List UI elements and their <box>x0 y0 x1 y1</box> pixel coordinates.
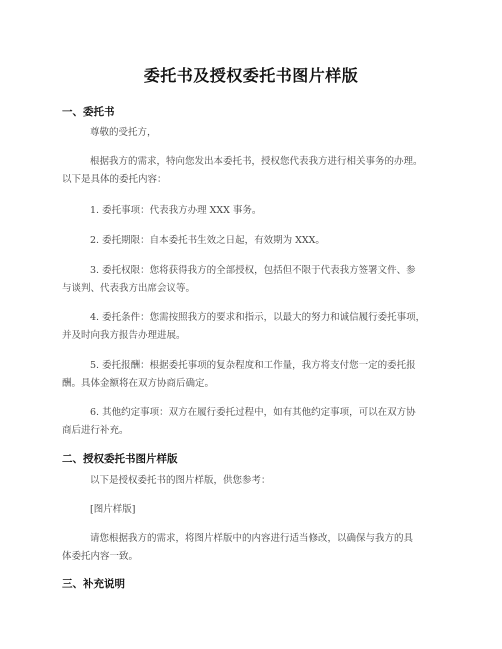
list-item-matter: 1. 委托事项：代表我方办理 XXX 事务。 <box>90 205 262 216</box>
list-item-remuneration-line2: 酬。具体金额将在双方协商后确定。 <box>62 378 215 389</box>
modification-note-line1: 请您根据我方的需求，将图片样版中的内容进行适当修改，以确保与我方的具 <box>90 533 414 544</box>
list-item-other-line2: 商后进行补充。 <box>62 425 129 436</box>
document-title: 委托书及授权委托书图片样版 <box>143 66 359 85</box>
section-heading-image-sample: 二、授权委托书图片样版 <box>62 453 178 465</box>
section-heading-entrustment: 一、委托书 <box>62 106 115 118</box>
image-sample-intro: 以下是授权委托书的图片样版，供您参考： <box>90 475 271 486</box>
list-item-conditions-line2: 并及时向我方报告办理进展。 <box>62 330 186 341</box>
list-item-other-line1: 6. 其他约定事项：双方在履行委托过程中，如有其他约定事项，可以在双方协 <box>90 407 416 418</box>
image-sample-placeholder: [图片样版] <box>90 504 136 515</box>
intro-paragraph-line2: 以下是具体的委托内容： <box>62 174 167 185</box>
modification-note-line2: 体委托内容一致。 <box>62 551 139 562</box>
list-item-remuneration-line1: 5. 委托报酬：根据委托事项的复杂程度和工作量，我方将支付您一定的委托报 <box>90 360 416 371</box>
list-item-conditions-line1: 4. 委托条件：您需按照我方的要求和指示，以最大的努力和诚信履行委托事项， <box>90 312 426 323</box>
section-heading-supplement: 三、补充说明 <box>62 578 125 590</box>
list-item-authority-line1: 3. 委托权限：您将获得我方的全部授权，包括但不限于代表我方签署文件、参 <box>90 265 416 276</box>
intro-paragraph-line1: 根据我方的需求，特向您发出本委托书，授权您代表我方进行相关事务的办理。 <box>90 156 423 167</box>
salutation: 尊敬的受托方， <box>90 127 157 138</box>
list-item-term: 2. 委托期限：自本委托书生效之日起，有效期为 XXX。 <box>90 235 325 246</box>
list-item-authority-line2: 与谈判、代表我方出席会议等。 <box>62 283 196 294</box>
